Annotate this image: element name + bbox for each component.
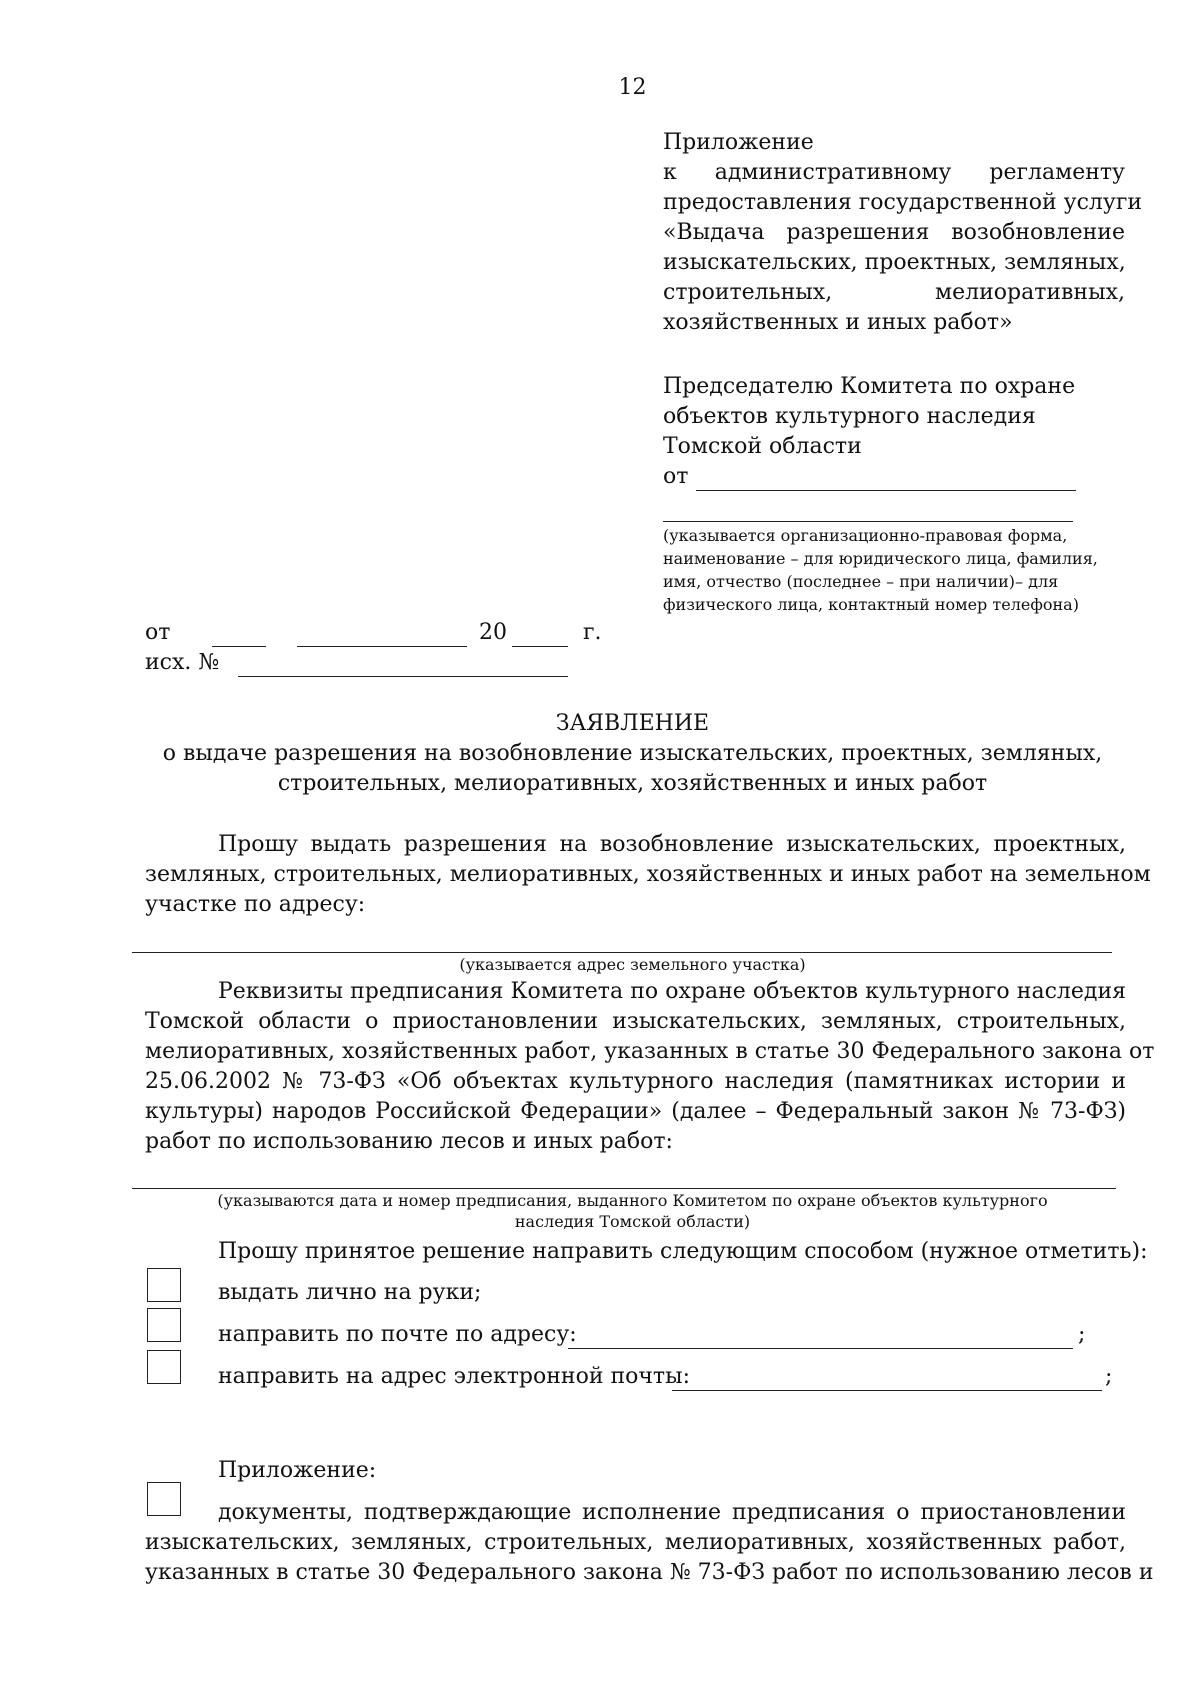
attachment-label: Приложение: — [218, 1458, 377, 1483]
option-post-label: направить по почте по адресу: — [218, 1322, 577, 1347]
post-address-input-line[interactable] — [568, 1348, 1073, 1349]
requisites-line-1: Реквизиты предписания Комитета по охране объектов культурного наследия — [218, 979, 1126, 1004]
date-from-label: от — [145, 620, 171, 645]
addressee-line-3: Томской области — [663, 434, 862, 459]
day-input-line[interactable] — [212, 646, 266, 647]
requisites-hint-1: (указываются дата и номер предписания, выданного Комитетом по охране объектов культурного — [217, 1191, 1048, 1210]
addressee-hint-1: (указывается организационно-правовая форма, — [663, 526, 1068, 545]
from-input-line-2[interactable] — [663, 521, 1073, 522]
requisites-line-2: Томской области о приостановлении изыскательских, земляных, строительных, — [145, 1009, 1126, 1034]
appendix-word: возобновление — [951, 220, 1125, 245]
addressee-hint-4: физического лица, контактный номер телефона) — [663, 595, 1079, 614]
request-line-1: Прошу выдать разрешения на возобновление изыскательских, проектных, — [218, 832, 1126, 857]
attachment-line-3: указанных в статье 30 Федерального закона № 73-ФЗ работ по использованию лесов и — [145, 1560, 1154, 1585]
delivery-intro: Прошу принятое решение направить следующим способом (нужное отметить): — [218, 1239, 1148, 1264]
document-heading: ЗАЯВЛЕНИЕ — [555, 711, 710, 736]
attachment-line-1: документы, подтверждающие исполнение предписания о приостановлении — [218, 1500, 1126, 1525]
document-subtitle-1: о выдаче разрешения на возобновление изыскательских, проектных, земляных, — [162, 741, 1103, 766]
from-label: от — [663, 464, 689, 489]
requisites-line-4: 25.06.2002 № 73-ФЗ «Об объектах культурного наследия (памятниках истории и — [145, 1069, 1126, 1094]
addressee-hint-3: имя, отчество (последнее – при наличии)– для — [663, 572, 1059, 591]
email-input-line[interactable] — [672, 1390, 1102, 1391]
year-input-line[interactable] — [512, 646, 568, 647]
request-line-3: участке по адресу: — [145, 892, 366, 917]
appendix-word: строительных, — [663, 280, 833, 305]
request-line-2: земляных, строительных, мелиоративных, хозяйственных и иных работ на земельном — [145, 862, 1151, 887]
appendix-line-5: изыскательских, проектных, земляных, — [663, 250, 1126, 275]
appendix-line-2 — [663, 158, 1125, 188]
appendix-line-3: предоставления государственной услуги — [663, 190, 1143, 215]
option-post-checkbox[interactable] — [147, 1308, 181, 1342]
option-in-person-checkbox[interactable] — [147, 1268, 181, 1302]
addressee-line-2: объектов культурного наследия — [663, 404, 1036, 429]
requisites-line-5: культуры) народов Российской Федерации» (далее – Федеральный закон № 73-ФЗ) — [145, 1099, 1126, 1124]
post-semicolon: ; — [1078, 1322, 1086, 1347]
appendix-title: Приложение — [663, 130, 814, 155]
requisites-line-6: работ по использованию лесов и иных работ: — [145, 1129, 673, 1154]
option-in-person-label: выдать лично на руки; — [218, 1280, 482, 1305]
from-input-line[interactable] — [696, 490, 1076, 491]
document-subtitle-2: строительных, мелиоративных, хозяйственных и иных работ — [277, 771, 988, 796]
year-prefix: 20 — [479, 620, 507, 645]
option-email-label: направить на адрес электронной почты: — [218, 1364, 691, 1389]
appendix-line-6 — [663, 278, 1125, 308]
option-email-checkbox[interactable] — [147, 1350, 181, 1384]
attachment-checkbox[interactable] — [147, 1482, 181, 1516]
appendix-line-4 — [663, 218, 1125, 248]
month-input-line[interactable] — [297, 646, 467, 647]
appendix-word: к — [663, 160, 677, 185]
addressee-hint-2: наименование – для юридического лица, фамилия, — [663, 549, 1098, 568]
appendix-word: разрешения — [786, 220, 930, 245]
page-number: 12 — [618, 75, 647, 100]
ref-number-input-line[interactable] — [238, 676, 568, 677]
appendix-word: «Выдача — [663, 220, 765, 245]
ref-number-label: исх. № — [145, 650, 220, 675]
requisites-line-3: мелиоративных, хозяйственных работ, указанных в статье 30 Федерального закона от — [145, 1039, 1155, 1064]
requisites-hint-2: наследия Томской области) — [514, 1212, 751, 1231]
appendix-word: регламенту — [989, 160, 1125, 185]
appendix-word: административному — [714, 160, 952, 185]
addressee-line-1: Председателю Комитета по охране — [663, 374, 1076, 399]
appendix-line-7: хозяйственных и иных работ» — [663, 310, 1013, 335]
address-hint: (указывается адрес земельного участка) — [459, 955, 806, 974]
appendix-word: мелиоративных, — [934, 280, 1125, 305]
attachment-line-2: изыскательских, земляных, строительных, мелиоративных, хозяйственных работ, — [145, 1530, 1126, 1555]
email-semicolon: ; — [1105, 1364, 1113, 1389]
year-suffix: г. — [583, 620, 602, 645]
